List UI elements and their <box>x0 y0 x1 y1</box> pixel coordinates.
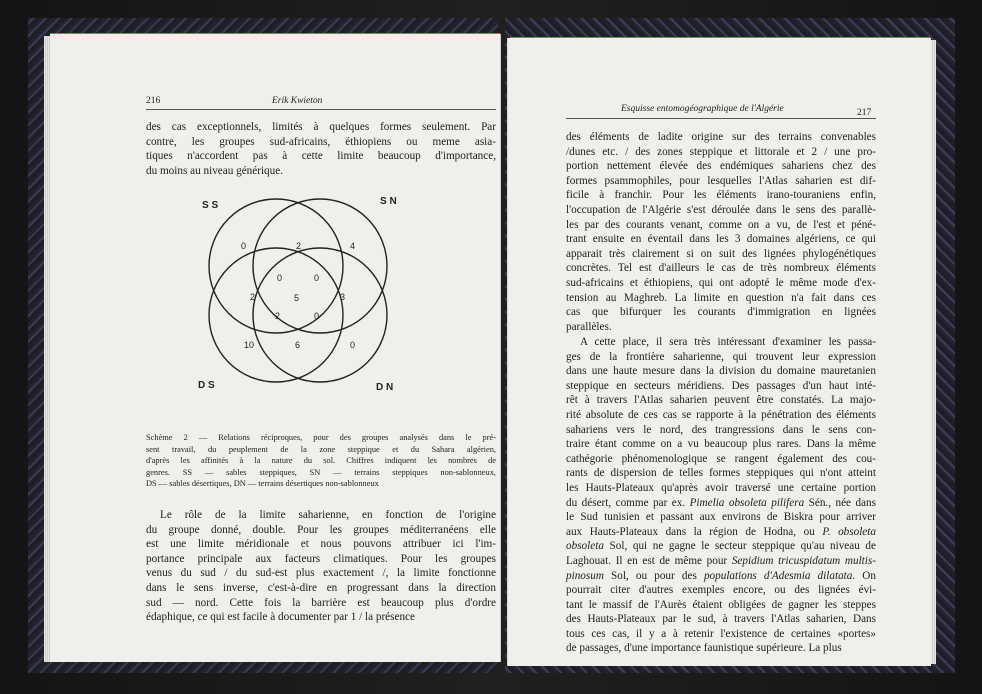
text-line: parallèles. <box>566 320 612 333</box>
text-line: sent travail, du peuplement de la zone steppique et du Sahara algérien, <box>146 444 496 454</box>
text-line: les Hauts-Plateaux qu'après avoir traversé une certaine portion <box>566 481 876 494</box>
right-running-head: Esquisse entomogéographique de l'Algérie <box>621 104 784 114</box>
text-line: le Sud tunisien et passant aux environs de Biskra pour arriver <box>566 511 876 524</box>
text-line: aux Hauts-Plateaux dans la région de Hodna, ou P. obsoleta <box>566 525 876 538</box>
left-header-rule <box>146 109 496 110</box>
text-line: pinosum Sol, ou pour des populations d'Adesmia dilatata. On <box>566 569 876 582</box>
diagram-caption <box>146 432 496 490</box>
text-line: genres. SS — sables steppiques, SN — terrains steppiques non-sablonneux, <box>146 467 496 477</box>
text-line: est une limite méridionale et nous pouvons attribuer ici l'im- <box>146 538 496 551</box>
text-line: des éléments de ladite origine sur des terrains convenables <box>566 131 876 143</box>
right-body-paragraph-2 <box>566 335 876 656</box>
text-line: du moins au niveau générique. <box>146 164 284 177</box>
text-line: formes psammophiles, pour lesquelles l'Atlas saharien est dif- <box>566 174 876 187</box>
text-line: dans une haute mesure dans la division du domaine mauretanien <box>566 365 876 378</box>
text-line: tant le massif de l'Aurès étaient obligées de gagner les steppes <box>566 598 876 611</box>
text-line: tiques n'accordent pas à cette limite beaucoup d'importance, <box>146 150 496 163</box>
text-line: de passages, d'une importance faunistique supérieure. La plus <box>566 642 842 655</box>
text-line: apparait très clairement si on suit des lignées phylogénétiques <box>566 247 876 260</box>
text-line: l'occupation de l'Algérie s'est déroulée dans le sens des parallè- <box>566 203 876 216</box>
right-page-number: 217 <box>857 108 872 118</box>
text-line: traire étant comme on a vu beaucoup plus rares. Dans la même <box>566 438 876 451</box>
text-line: des Hauts-Plateaux par le sud, à travers l'Atlas saharien, Dans <box>566 613 876 626</box>
text-line: Le rôle de la limite saharienne, en fonction de l'origine <box>160 509 496 521</box>
text-line: dans le sens inverse, c'est-à-dire en progressant dans la direction <box>146 581 496 594</box>
text-line: des cas exceptionnels, limités à quelques formes seulement. Par <box>146 121 496 133</box>
count-ss-ds-dn: 2 <box>275 311 281 321</box>
label-dn: D N <box>376 382 394 393</box>
left-page <box>50 34 501 662</box>
count-dn-only: 0 <box>350 340 356 350</box>
right-page <box>507 38 931 666</box>
count-ss-sn: 2 <box>296 241 302 251</box>
text-line: portance principale aux facteurs climatiques. Pour les groupes <box>146 552 496 565</box>
label-sn: S N <box>380 196 397 207</box>
text-line: contre, les groupes sud-africains, éthiopiens ou meme asia- <box>146 135 496 148</box>
text-line: pourrait citer d'autres exemples encore, ou des lignées évi- <box>566 584 876 597</box>
text-line: concrètes. Tel est d'ailleurs le cas de très nombreux éléments <box>566 262 876 275</box>
right-body-paragraph-1 <box>566 130 876 334</box>
left-page-number: 216 <box>146 96 161 106</box>
text-line: rants de dispersion de telles formes steppiques qui n'ont atteint <box>566 467 876 480</box>
text-line: obsoleta Sol, qui ne gagne le secteur steppique qu'au niveau de <box>566 540 876 553</box>
text-line: steppique en secteurs méridiens. Des passages d'un haut inté- <box>566 379 876 392</box>
text-line: trant ensuite en éventail dans les 3 domaines algériens, ce qui <box>566 233 876 246</box>
text-line: rêt à travers l'Atlas saharien peuvent être constatés. La majo- <box>566 394 876 407</box>
left-body-paragraph <box>146 508 496 625</box>
text-line: rité absolute de ces cas se rapporte à la pénétration des éléments <box>566 408 876 421</box>
circle-sn <box>253 199 387 333</box>
count-ds-only: 10 <box>244 340 255 350</box>
circle-dn <box>253 248 387 382</box>
count-ss-sn-dn: 0 <box>314 273 320 283</box>
text-line: Schème 2 — Relations réciproques, pour des groupes analysés dans le pré- <box>146 433 496 442</box>
left-intro-paragraph <box>146 120 496 178</box>
text-line: cas que bifurquer les courants d'immigration en lignées <box>566 306 876 319</box>
venn-diagram <box>190 190 430 398</box>
text-line: venus du sud / du sud-est plus exactement /, la limite fonctionne <box>146 567 496 580</box>
count-sn-ds-dn: 0 <box>314 311 320 321</box>
count-sn-only: 4 <box>350 241 356 251</box>
text-line: les par des courants venant, comme on a vu, de l'est et péné- <box>566 218 876 231</box>
count-sn-dn: 3 <box>340 292 346 302</box>
text-line: tension au Maghreb. La limite en question n'a fait dans ces <box>566 291 876 304</box>
text-line: sud-africains et éthiopiens, qui ont adopté le même mode d'ex- <box>566 276 876 289</box>
text-line: édaphique, ce qui est facile à documenter par 1 / la présence <box>146 611 415 624</box>
text-line: portion nettement élevée des endémiques sahariens chez des <box>566 160 876 173</box>
text-line: d'après les affinités à la nature du sol. Chiffres indiquent les nombres de <box>146 456 496 466</box>
text-line: ficile à franchir. Pour les éléments irano-touraniens enfin, <box>566 189 876 202</box>
text-line: sud — nord. Cette fois la barrière est beaucoup plus d'ordre <box>146 596 496 609</box>
label-ds: D S <box>198 380 215 391</box>
right-header-rule <box>566 118 876 119</box>
count-ds-dn: 6 <box>295 340 301 350</box>
text-line: A cette place, il sera très intéressant d'examiner les passa- <box>580 336 876 348</box>
label-ss: S S <box>202 200 219 211</box>
text-line: Laghouat. Il en est de même pour Sepidium tricuspidatum multis- <box>566 554 876 567</box>
text-line: /dunes etc. / des zones steppique et littorale et 2 / une pro- <box>566 145 876 158</box>
left-running-head: Erik Kwieton <box>272 96 323 106</box>
count-center: 5 <box>294 293 300 303</box>
text-line: sahariens vers le nord, des trangressions dans le sens con- <box>566 423 876 436</box>
text-line: tous ces cas, il y a à retenir l'existence de certaines «portes» <box>566 627 876 640</box>
count-ss-ds: 2 <box>250 292 256 302</box>
text-line: ges de la frontière saharienne, qui trouvent leur expression <box>566 350 876 363</box>
text-line: du groupe donné, double. Pour les groupes méditerranéens elle <box>146 523 496 536</box>
text-line: du désert, comme par ex. Pimelia obsoleta pilifera Sén., née dans <box>566 496 876 509</box>
text-line: DS — sables désertiques, DN — terrains désertiques non-sablonneux <box>146 479 379 489</box>
count-ss-only: 0 <box>241 241 247 251</box>
count-ss-sn-ds: 0 <box>277 273 283 283</box>
text-line: cathégorie phénomenologique se rangent également des cou- <box>566 452 876 465</box>
